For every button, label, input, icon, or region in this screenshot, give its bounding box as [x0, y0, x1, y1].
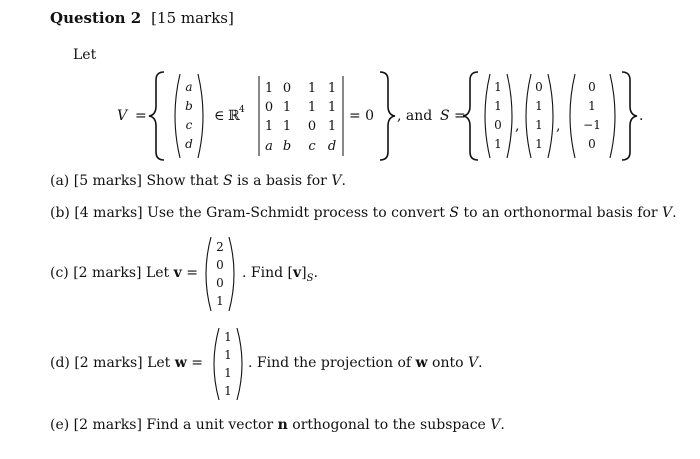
part-e-text: Find a unit vector: [146, 417, 274, 433]
part-b: [50, 205, 677, 221]
set-s-name: S: [440, 108, 450, 124]
vec-v-entry: a: [185, 80, 193, 94]
vec-c-entry: 1: [216, 294, 224, 308]
vec-s1-entry: 1: [494, 80, 502, 94]
part-a-text: is a basis for: [237, 173, 327, 189]
det-cell: a: [265, 139, 273, 154]
paren-right-c: [229, 237, 234, 311]
set-s-equals: =: [454, 108, 466, 124]
part-d-text: onto: [432, 355, 464, 371]
part-b-var: S: [449, 205, 460, 221]
vec-d-entry: 1: [224, 330, 232, 344]
paren-left-v: [175, 74, 180, 158]
part-c-subscript: S: [306, 272, 314, 284]
vec-d-entry: 1: [224, 384, 232, 398]
det-cell: 1: [264, 119, 274, 134]
question-number: Question 2: [50, 9, 142, 27]
part-d-marks: [2 marks]: [74, 355, 143, 371]
vector-separator: ,: [515, 118, 520, 134]
part-c-marks: [2 marks]: [73, 265, 142, 281]
part-d-end: .: [478, 355, 483, 371]
part-b-text: Use the Gram-Schmidt process to convert: [147, 205, 445, 221]
conjunction-and: , and: [397, 108, 433, 124]
part-c-text: Let: [145, 265, 170, 281]
part-b-marks: [4 marks]: [74, 205, 143, 221]
part-d-find: [248, 355, 483, 371]
vec-s1-entry: 1: [494, 99, 502, 113]
paren-left-s1: [485, 74, 490, 158]
paren-right-s3: [610, 74, 615, 158]
paren-right-v: [198, 74, 203, 158]
part-d-vec-2: w: [415, 355, 428, 371]
question-marks: [15 marks]: [151, 9, 234, 27]
vec-v-entry: b: [185, 99, 193, 113]
part-a-label: (a): [50, 173, 70, 189]
left-brace-s: [463, 72, 478, 160]
vec-s3-entry: 1: [588, 99, 596, 113]
part-a-var: V: [331, 173, 342, 189]
paren-right-s1: [507, 74, 512, 158]
part-b-end: .: [672, 205, 677, 221]
det-cell: 1: [264, 81, 274, 96]
part-a-text: Show that: [146, 173, 219, 189]
vec-d-entry: 1: [224, 366, 232, 380]
det-cell: c: [308, 139, 316, 154]
part-e-var: V: [490, 417, 501, 433]
vec-d-entry: 1: [224, 348, 232, 362]
det-cell: d: [327, 139, 337, 154]
right-brace-v: [380, 72, 395, 160]
part-e-marks: [2 marks]: [73, 417, 142, 433]
vec-c-entry: 0: [216, 258, 224, 272]
part-c-label: (c): [50, 265, 69, 281]
part-e-label: (e): [50, 417, 70, 433]
part-a-end: .: [341, 173, 346, 189]
det-cell: 0: [264, 100, 274, 115]
paren-right-s2: [548, 74, 553, 158]
det-cell: 1: [327, 119, 337, 134]
part-a: [50, 173, 346, 189]
part-e: [50, 417, 505, 433]
vec-v-entry: d: [185, 137, 193, 151]
set-v-equals: =: [135, 108, 147, 124]
paren-left-c: [206, 237, 211, 311]
vector-separator: ,: [556, 118, 561, 134]
part-c-vec: v: [173, 265, 182, 281]
det-cell: 1: [307, 81, 317, 96]
part-c-end: .: [313, 265, 318, 281]
part-c: [50, 265, 198, 281]
part-c-equals: =: [186, 265, 198, 281]
left-brace-v: [149, 72, 164, 160]
det-cell: 1: [327, 81, 337, 96]
paren-left-s3: [570, 74, 575, 158]
part-e-text: orthogonal to the subspace: [292, 417, 486, 433]
part-d: [50, 355, 203, 371]
vec-v-entry: c: [185, 118, 193, 132]
set-s-end: .: [639, 108, 644, 124]
part-e-end: .: [500, 417, 505, 433]
part-d-var: V: [467, 355, 479, 371]
intro-let: Let: [73, 47, 97, 63]
det-cell: 1: [282, 119, 292, 134]
vec-s3-entry: 0: [588, 80, 596, 94]
vec-s3-entry: −1: [583, 118, 601, 132]
det-cell: 1: [327, 100, 337, 115]
part-b-var: V: [662, 205, 673, 221]
part-b-label: (b): [50, 205, 70, 221]
part-c-vec-2: v: [292, 265, 302, 281]
det-cell: 1: [282, 100, 292, 115]
det-cell: 0: [282, 81, 292, 96]
vec-s2-entry: 1: [535, 99, 543, 113]
part-d-vec: w: [174, 355, 187, 371]
vec-c-entry: 0: [216, 276, 224, 290]
part-d-label: (d): [50, 355, 70, 371]
part-d-text: . Find the projection of: [248, 355, 412, 371]
paren-left-s2: [526, 74, 531, 158]
vec-s3-entry: 0: [588, 137, 596, 151]
det-cell: 0: [307, 119, 317, 134]
real-space-power: 4: [239, 105, 245, 115]
part-c-text: . Find [: [242, 265, 293, 281]
part-d-equals: =: [191, 355, 203, 371]
vec-s1-entry: 0: [494, 118, 502, 132]
vec-c-entry: 2: [216, 240, 224, 254]
vec-s1-entry: 1: [494, 137, 502, 151]
det-equals-zero: = 0: [349, 108, 375, 124]
vec-s2-entry: 1: [535, 118, 543, 132]
set-v-name: V: [117, 108, 128, 124]
right-brace-s: [622, 72, 637, 160]
vec-s2-entry: 0: [535, 80, 543, 94]
part-a-marks: [5 marks]: [73, 173, 142, 189]
paren-right-d: [237, 328, 242, 400]
part-a-var: S: [223, 173, 233, 189]
vec-s2-entry: 1: [535, 137, 543, 151]
det-cell: 1: [307, 100, 317, 115]
det-cell: b: [282, 139, 292, 154]
part-e-vec: n: [277, 417, 288, 433]
part-c-text: ]: [301, 265, 307, 281]
part-c-find: [242, 265, 318, 284]
paren-left-d: [214, 328, 219, 400]
part-b-text: to an orthonormal basis for: [463, 205, 658, 221]
member-of-symbol: ∈: [214, 108, 225, 124]
real-space: ℝ: [228, 108, 240, 124]
part-d-text: Let: [147, 355, 171, 371]
